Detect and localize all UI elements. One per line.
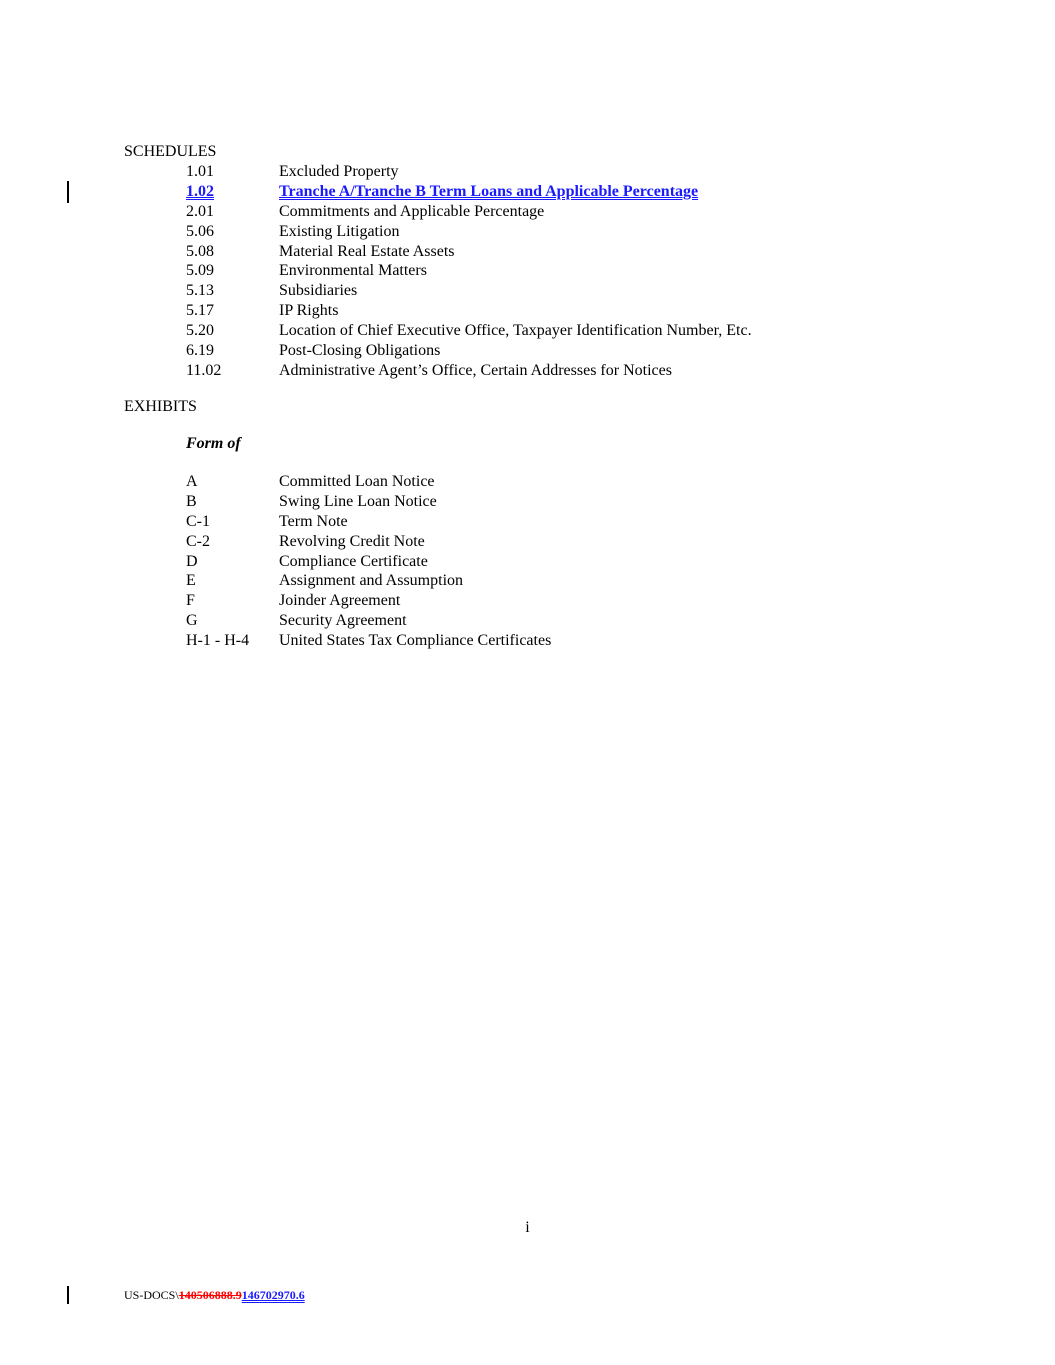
change-bar <box>67 181 69 203</box>
schedule-item-number: 5.09 <box>186 262 214 280</box>
schedule-item-number: 1.01 <box>186 163 214 180</box>
schedule-item-number: 6.19 <box>186 342 214 360</box>
schedule-item-title: Tranche A/Tranche B Term Loans and Applicable Percentage <box>279 182 699 200</box>
schedule-item-number: 1.02 <box>186 182 214 200</box>
footer-inserted-id: 146702970.6 <box>241 1288 305 1302</box>
schedule-item-title: Post-Closing Obligations <box>279 342 441 360</box>
exhibit-item-number: D <box>186 552 198 570</box>
exhibit-item-number: B <box>186 492 197 510</box>
exhibit-item-title: Compliance Certificate <box>279 552 428 570</box>
exhibit-item-title: Term Note <box>279 512 348 530</box>
exhibit-item-title: Swing Line Loan Notice <box>279 492 437 510</box>
footer-prefix: US-DOCS\ <box>124 1288 179 1302</box>
schedule-item-number: 11.02 <box>186 361 222 379</box>
schedule-item-number: 5.20 <box>186 322 214 340</box>
schedule-item-number: 5.13 <box>186 282 214 300</box>
schedule-item-title: Location of Chief Executive Office, Taxpayer Identification Number, Etc. <box>279 322 752 340</box>
schedule-item-title: Existing Litigation <box>279 222 400 240</box>
exhibit-item-title: Committed Loan Notice <box>279 473 435 490</box>
schedule-item-title: Material Real Estate Assets <box>279 242 455 260</box>
exhibit-item-title: Security Agreement <box>279 612 407 630</box>
schedule-item-number: 5.08 <box>186 242 214 260</box>
exhibit-item-number: E <box>186 572 196 590</box>
exhibit-item-number: G <box>186 612 198 630</box>
schedule-item-title: Commitments and Applicable Percentage <box>279 202 545 220</box>
footer-deleted-id: 140506888.9 <box>178 1288 242 1302</box>
schedule-item-title: IP Rights <box>279 302 339 320</box>
schedule-item-title: Environmental Matters <box>279 262 427 280</box>
schedule-item-title: Administrative Agent’s Office, Certain Addresses for Notices <box>279 361 672 379</box>
schedule-item-number: 5.17 <box>186 302 214 320</box>
footer-change-bar <box>67 1286 69 1304</box>
page-number: i <box>525 1219 530 1236</box>
exhibit-item-title: United States Tax Compliance Certificates <box>279 632 552 650</box>
exhibit-item-number: C-1 <box>186 512 210 530</box>
schedules-heading: SCHEDULES <box>124 143 217 160</box>
exhibit-item-number: C-2 <box>186 532 210 550</box>
schedule-item-title: Subsidiaries <box>279 282 358 300</box>
form-of-label: Form of <box>186 435 241 452</box>
exhibit-item-title: Revolving Credit Note <box>279 532 425 550</box>
schedule-item-number: 2.01 <box>186 202 214 220</box>
exhibits-heading: EXHIBITS <box>124 398 197 415</box>
exhibit-item-title: Joinder Agreement <box>279 592 401 610</box>
exhibit-item-number: H-1 - H-4 <box>186 632 250 650</box>
exhibit-item-number: F <box>186 592 195 610</box>
document-footer <box>124 1287 305 1303</box>
schedule-item-number: 5.06 <box>186 222 214 240</box>
exhibit-item-number: A <box>186 473 198 490</box>
exhibit-item-title: Assignment and Assumption <box>279 572 464 590</box>
schedule-item-title: Excluded Property <box>279 163 399 180</box>
